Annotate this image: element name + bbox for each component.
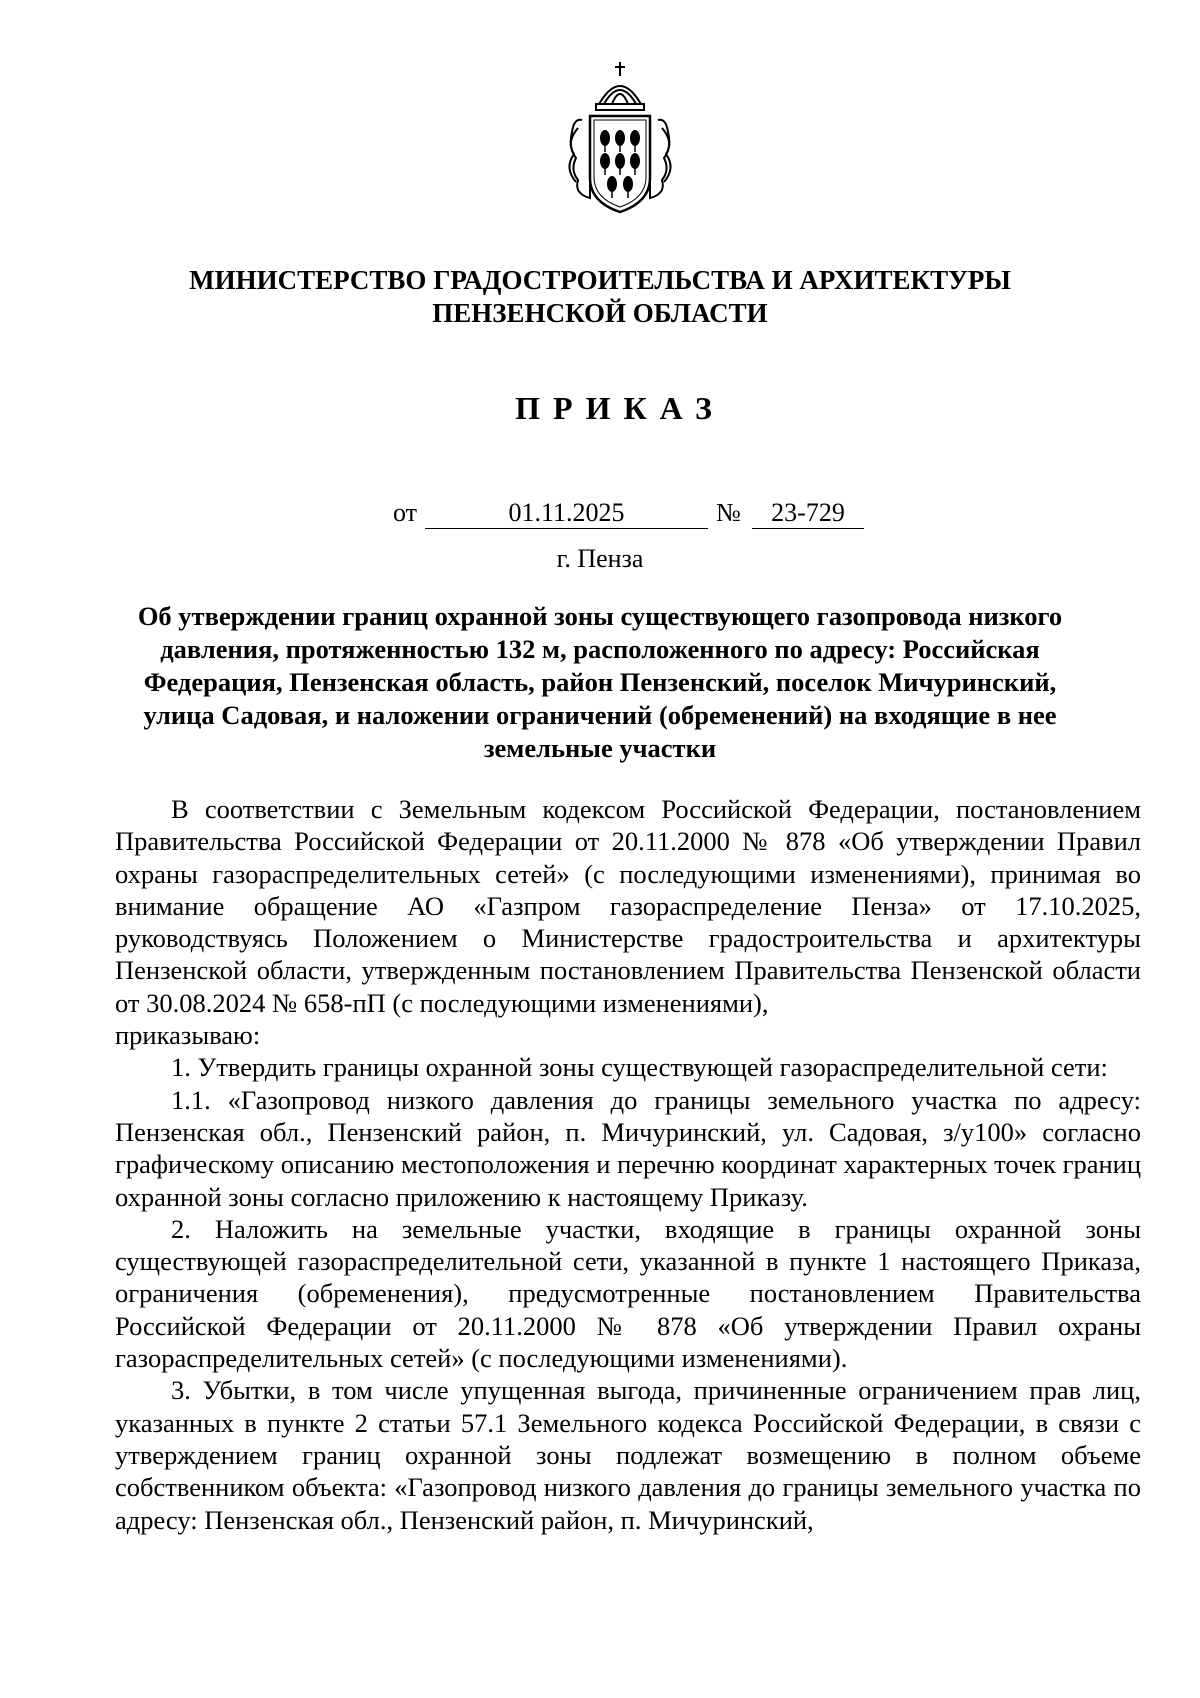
coat-of-arms-emblem [560, 58, 680, 216]
ministry-name-line2: ПЕНЗЕНСКОЙ ОБЛАСТИ [432, 298, 768, 328]
document-subject: Об утверждении границ охранной зоны существующего газопровода низкого давления, протяженностью 132 м, расположенного по адресу: Российская Федерация, Пензенская область, район Пензенский, поселок Мичуринский, улица Садовая, и наложении ограничений (обременений) на входящие в нее земельные участки [137, 601, 1063, 763]
city-name: г. Пенза [556, 544, 644, 573]
document-body [115, 793, 1141, 1536]
document-number: 23-729 [752, 498, 864, 529]
number-prefix: № [716, 498, 741, 527]
body-paragraph-item-3: 3. Убытки, в том числе упущенная выгода, причиненные ограничением прав лиц, указанных в пункте 2 статьи 57.1 Земельного кодекса Российской Федерации, в связи с утверждением границ охранной зоны подлежат возмещению в полном объеме собственником объекта: «Газопровод низкого давления до границы земельного участка по адресу: Пензенская обл., Пензенский район, п. Мичуринский, [115, 1375, 1141, 1535]
document-date: 01.11.2025 [425, 498, 708, 529]
date-prefix: от [393, 498, 418, 527]
ministry-name-line1: МИНИСТЕРСТВО ГРАДОСТРОИТЕЛЬСТВА И АРХИТЕКТУРЫ [189, 265, 1011, 295]
body-paragraph-preamble: В соответствии с Земельным кодексом Российской Федерации, постановлением Правительства Российской Федерации от 20.11.2000 № 878 «Об утверждении Правил охраны газораспределительных сетей» (с последующими изменениями), принимая во внимание обращение АО «Газпром газораспределение Пенза» от 17.10.2025, руководствуясь Положением о Министерстве градостроительства и архитектуры Пензенской области, утвержденным постановлением Правительства Пензенской области от 30.08.2024 № 658-пП (с последующими изменениями), [115, 794, 1141, 1018]
body-paragraph-item-2: 2. Наложить на земельные участки, входящие в границы охранной зоны существующей газораспределительной сети, указанной в пункте 1 настоящего Приказа, ограничения (обременения), предусмотренные постановлением Правительства Российской Федерации от 20.11.2000 № 878 «Об утверждении Правил охраны газораспределительных сетей» (с последующими изменениями). [115, 1213, 1141, 1374]
body-paragraph-item-1: 1. Утвердить границы охранной зоны существующей газораспределительной сети: [171, 1052, 1108, 1083]
date-number-line [0, 498, 1200, 534]
body-paragraph-item-1-1: 1.1. «Газопровод низкого давления до границы земельного участка по адресу: Пензенская обл., Пензенский район, п. Мичуринский, ул. Садовая, з/у100» согласно графическому описанию местоположения и перечню координат характерных точек границ охранной зоны согласно приложению к настоящему Приказу. [115, 1084, 1141, 1212]
document-type-title: ПРИКАЗ [515, 390, 725, 426]
body-paragraph-order-word: приказываю: [115, 1020, 261, 1051]
